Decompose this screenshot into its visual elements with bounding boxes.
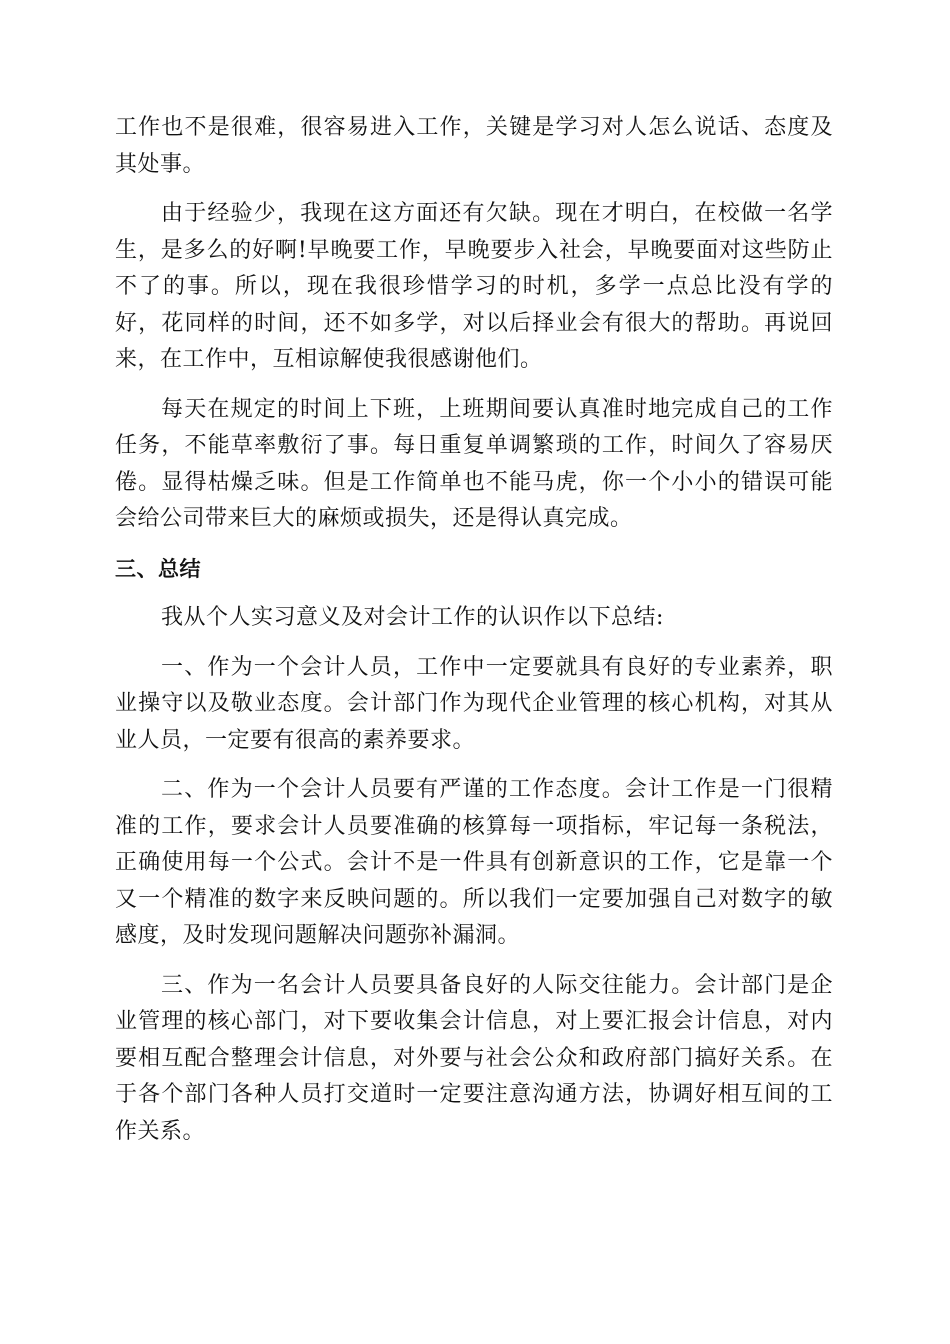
paragraph: 三、作为一名会计人员要具备良好的人际交往能力。会计部门是企业管理的核心部门，对下要收集会计信息，对上要汇报会计信息，对内要相互配合整理会计信息，对外要与社会公众和政府部门搞好关系。在于各个部门各种人员打交道时一定要注意沟通方法，协调好相互间的工作关系。 <box>115 972 833 1144</box>
paragraph: 由于经验少，我现在这方面还有欠缺。现在才明白，在校做一名学生，是多么的好啊!早晚要工作，早晚要步入社会，早晚要面对这些防止不了的事。所以，现在我很珍惜学习的时机，多学一点总比没有学的好，花同样的时间，还不如多学，对以后择业会有很大的帮助。再说回来，在工作中，互相谅解使我很感谢他们。 <box>115 201 833 372</box>
section-heading: 三、总结 <box>115 556 201 581</box>
paragraph: 工作也不是很难，很容易进入工作，关键是学习对人怎么说话、态度及其处事。 <box>115 115 833 177</box>
paragraph: 每天在规定的时间上下班，上班期间要认真准时地完成自己的工作任务，不能草率敷衍了事。每日重复单调繁琐的工作，时间久了容易厌倦。显得枯燥乏味。但是工作简单也不能马虎，你一个小小的错误可能会给公司带来巨大的麻烦或损失，还是得认真完成。 <box>115 396 833 531</box>
paragraph: 二、作为一个会计人员要有严谨的工作态度。会计工作是一门很精准的工作，要求会计人员要准确的核算每一项指标，牢记每一条税法，正确使用每一个公式。会计不是一件具有创新意识的工作，它是靠一个又一个精准的数字来反映问题的。所以我们一定要加强自己对数字的敏感度，及时发现问题解决问题弥补漏洞。 <box>115 777 833 948</box>
document-page <box>115 110 833 1163</box>
paragraph: 我从个人实习意义及对会计工作的认识作以下总结: <box>161 605 664 630</box>
paragraph: 一、作为一个会计人员，工作中一定要就具有良好的专业素养，职业操守以及敬业态度。会计部门作为现代企业管理的核心机构，对其从业人员，一定要有很高的素养要求。 <box>115 654 833 753</box>
